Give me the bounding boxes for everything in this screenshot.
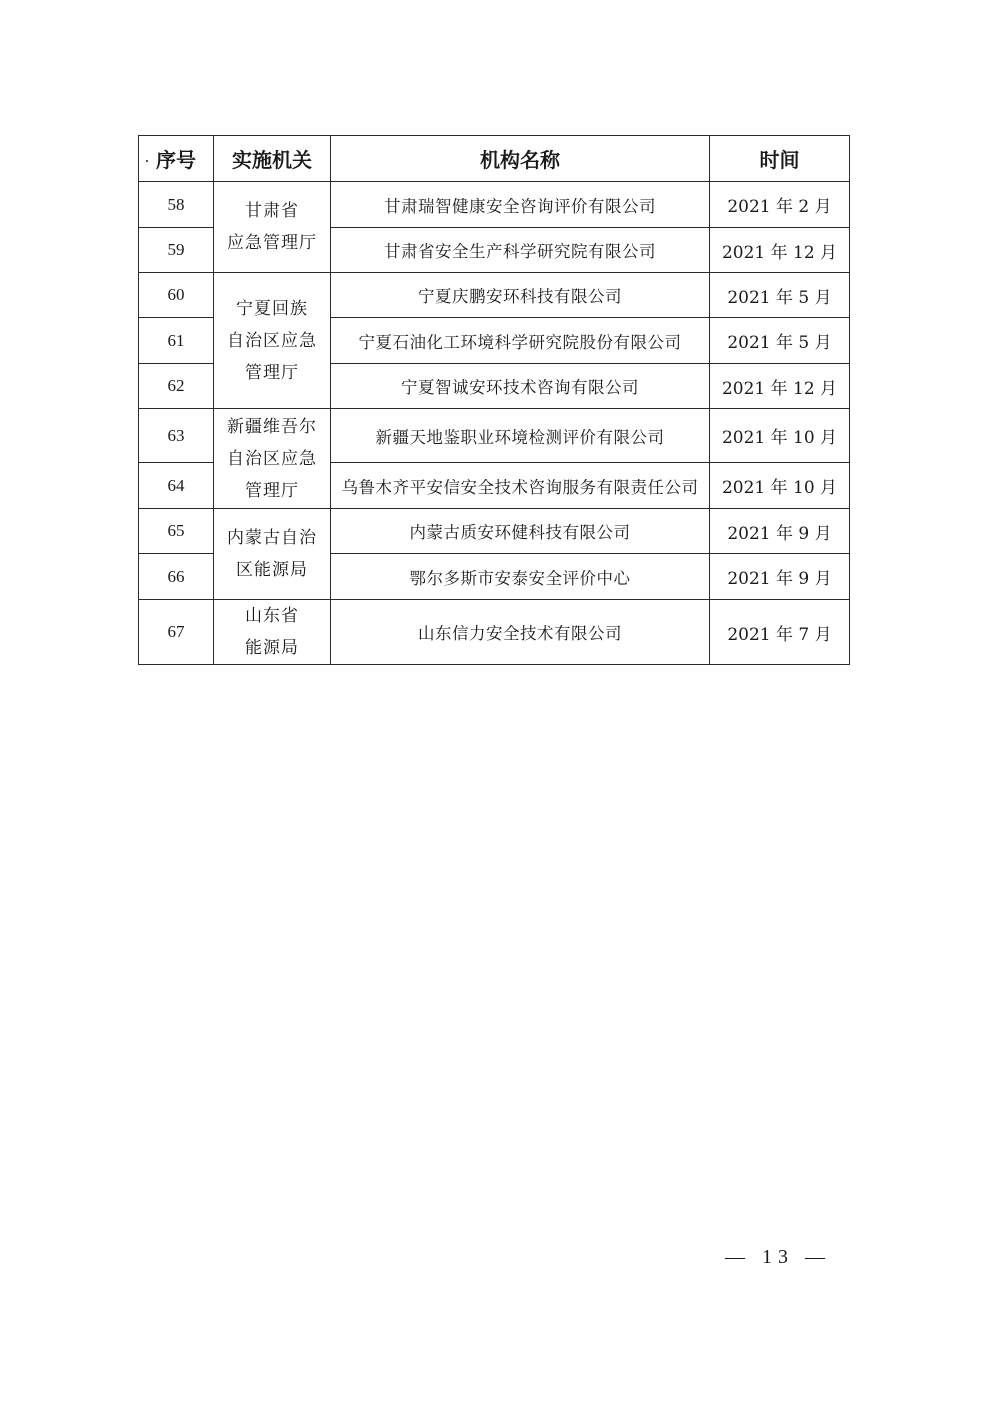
cell-org-name: 乌鲁木齐平安信安全技术咨询服务有限责任公司 <box>331 463 710 509</box>
cell-agency <box>214 182 331 273</box>
cell-org-name: 宁夏石油化工环境科学研究院股份有限公司 <box>331 318 710 364</box>
header-agency: 实施机关 <box>214 136 331 182</box>
header-time: 时间 <box>710 136 850 182</box>
table-row <box>139 600 850 665</box>
table-header-row <box>139 136 850 182</box>
cell-org-name: 宁夏庆鹏安环科技有限公司 <box>331 273 710 318</box>
agency-line: 自治区应急 <box>227 448 317 469</box>
agency-line: 内蒙古自治 <box>227 528 317 548</box>
cell-agency <box>214 409 331 509</box>
cell-seq: 63 <box>139 409 214 463</box>
cell-agency <box>214 600 331 665</box>
cell-time: 2021 年 12 月 <box>710 364 850 409</box>
table-body <box>139 182 850 665</box>
header-name: 机构名称 <box>331 136 710 182</box>
cell-time: 2021 年 5 月 <box>710 273 850 318</box>
agency-line: 山东省 <box>245 606 299 626</box>
page-number: — 13 — <box>725 1246 831 1268</box>
cell-seq: 59 <box>139 228 214 273</box>
cell-org-name: 鄂尔多斯市安泰安全评价中心 <box>331 554 710 600</box>
cell-org-name: 宁夏智诚安环技术咨询有限公司 <box>331 364 710 409</box>
agency-line: 甘肃省 <box>245 201 299 221</box>
cell-time: 2021 年 10 月 <box>710 409 850 463</box>
cell-seq: 61 <box>139 318 214 364</box>
cell-time: 2021 年 10 月 <box>710 463 850 509</box>
agency-line: 能源局 <box>245 638 299 658</box>
cell-seq: 65 <box>139 509 214 554</box>
cell-org-name: 山东信力安全技术有限公司 <box>331 600 710 665</box>
cell-org-name: 内蒙古质安环健科技有限公司 <box>331 509 710 554</box>
cell-time: 2021 年 9 月 <box>710 509 850 554</box>
cell-org-name: 甘肃瑞智健康安全咨询评价有限公司 <box>331 182 710 228</box>
cell-agency <box>214 509 331 600</box>
cell-time: 2021 年 7 月 <box>710 600 850 665</box>
cell-seq: 62 <box>139 364 214 409</box>
agency-line: 宁夏回族 <box>236 298 308 319</box>
cell-agency <box>214 273 331 409</box>
agency-line: 自治区应急 <box>227 330 317 351</box>
agency-line: 区能源局 <box>236 560 308 580</box>
cell-org-name: 新疆天地鉴职业环境检测评价有限公司 <box>331 409 710 463</box>
cell-seq: 58 <box>139 182 214 228</box>
table-row <box>139 273 850 318</box>
cell-time: 2021 年 5 月 <box>710 318 850 364</box>
table-row <box>139 182 850 228</box>
table-row <box>139 409 850 463</box>
cell-time: 2021 年 2 月 <box>710 182 850 228</box>
cell-seq: 64 <box>139 463 214 509</box>
table-row <box>139 509 850 554</box>
cell-seq: 67 <box>139 600 214 665</box>
header-seq: 序号 <box>139 136 214 182</box>
agency-line: 管理厅 <box>245 362 299 383</box>
agency-table <box>138 135 850 665</box>
cell-seq: 66 <box>139 554 214 600</box>
cell-time: 2021 年 12 月 <box>710 228 850 273</box>
cell-org-name: 甘肃省安全生产科学研究院有限公司 <box>331 228 710 273</box>
cell-seq: 60 <box>139 273 214 318</box>
agency-line: 应急管理厅 <box>227 233 317 253</box>
agency-line: 新疆维吾尔 <box>227 416 317 437</box>
cell-time: 2021 年 9 月 <box>710 554 850 600</box>
agency-line: 管理厅 <box>245 480 299 501</box>
